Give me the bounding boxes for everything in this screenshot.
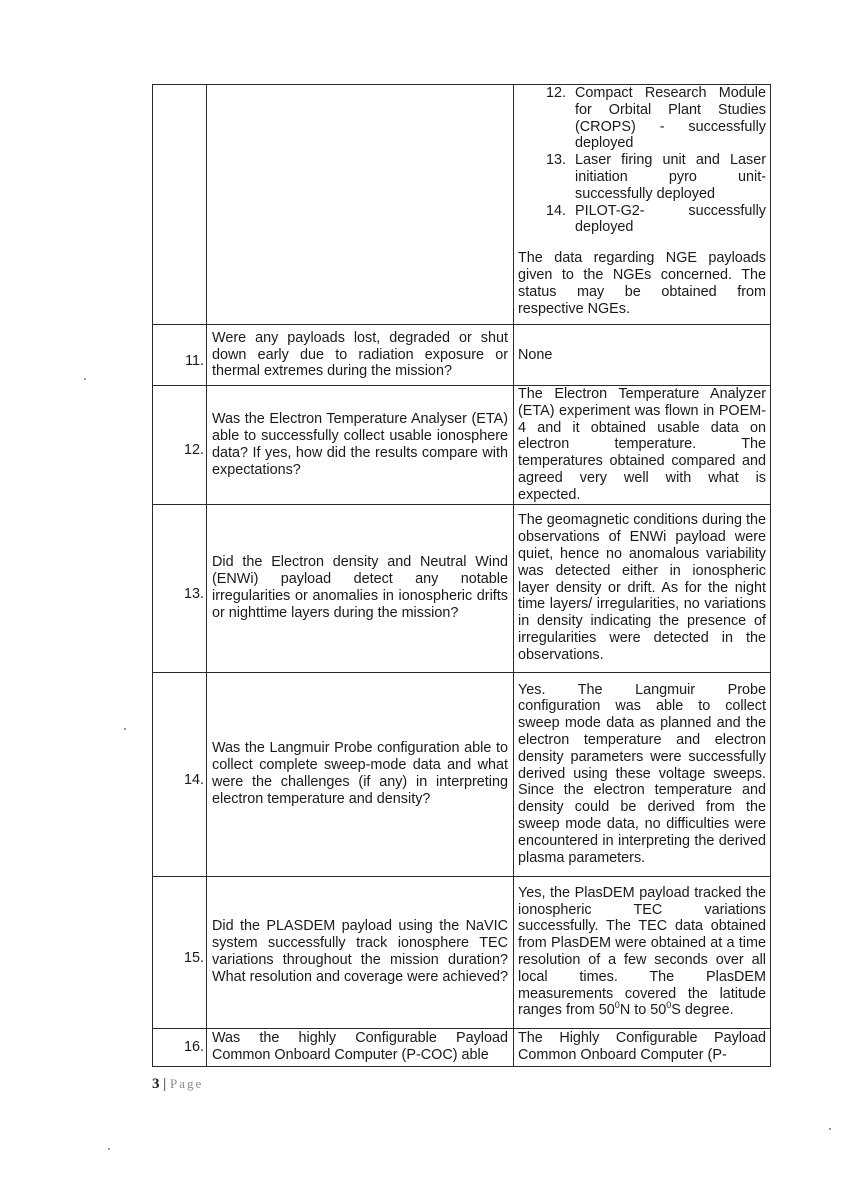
answer-cell [514, 386, 771, 505]
answer-cell [514, 672, 771, 876]
list-item [546, 152, 766, 202]
row-number: 11. [153, 325, 207, 386]
qa-table [152, 84, 771, 1067]
table-row [153, 386, 771, 505]
question-text: Was the Langmuir Probe configuration able to collect complete sweep-mode data and what were the challenges (if any) in interpreting electron temperature and density? [212, 740, 508, 807]
list-item-number: 13. [546, 152, 567, 169]
row-number: 15. [153, 876, 207, 1028]
table-row-continuation [153, 85, 771, 325]
row-number: 16. [153, 1028, 207, 1066]
question-cell [207, 386, 514, 505]
question-cell [207, 325, 514, 386]
list-item [546, 85, 766, 152]
footer-separator: | [163, 1076, 167, 1092]
continued-list [518, 85, 766, 236]
scan-speck [108, 1148, 110, 1150]
answer-cell [514, 504, 771, 672]
num-cell-empty [153, 85, 207, 325]
question-text: Was the Electron Temperature Analyser (ETA) able to successfully collect usable ionosphere data? If yes, how did the results compare with expectations? [212, 411, 508, 478]
list-item-number: 14. [546, 202, 567, 219]
question-cell [207, 504, 514, 672]
table-row [153, 504, 771, 672]
table-row [153, 1028, 771, 1066]
question-text: Did the PLASDEM payload using the NaVIC system successfully track ionosphere TEC variations throughout the mission duration? What resolution and coverage were achieved? [212, 918, 508, 985]
answer-cell [514, 325, 771, 386]
question-cell [207, 672, 514, 876]
list-item-text: Laser firing unit and Laser initiation pyro unit- successfully deployed [575, 152, 766, 202]
answer-cell [514, 1028, 771, 1066]
question-text: Were any payloads lost, degraded or shut down early due to radiation exposure or thermal extremes during the mission? [212, 329, 508, 380]
answer-text: The Electron Temperature Analyzer (ETA) experiment was flown in POEM-4 and it obtained usable data on electron temperature. The temperatures obtained compared and agreed very well with what is expected. [518, 386, 766, 503]
list-item-text: PILOT-G2- successfully deployed [575, 202, 766, 236]
table-row [153, 672, 771, 876]
answer-text: None [518, 346, 553, 363]
scan-speck [829, 1128, 831, 1130]
table-row [153, 325, 771, 386]
answer-text: The geomagnetic conditions during the observations of ENWi payload were quiet, hence no anomalous variability was detected either in ionospheric layer density or drift. As for the night time layers/ irregularities, no variations in density indicating the presence of irregularities were detected in the observations. [518, 512, 766, 663]
answer-text: Yes, the PlasDEM payload tracked the ionospheric TEC variations successfully. The TEC data obtained from PlasDEM were obtained at a time resolution of a few seconds over all local times. The PlasDEM measurements covered the latitude ranges from $50^0N$ to $50^0S$ degree. [518, 884, 766, 1019]
page-number: 3 [152, 1076, 160, 1092]
question-text: Was the highly Configurable Payload Common Onboard Computer (P-COC) able [212, 1030, 508, 1064]
row-number: 14. [153, 672, 207, 876]
list-item [546, 203, 766, 237]
answer-text: Yes. The Langmuir Probe configuration was able to collect sweep mode data as planned and the electron temperature and electron density parameters were successfully derived using these voltage sweeps. Since the electron temperature and density could be derived from the sweep mode data, no difficulties were encountered in interpreting the derived plasma parameters. [518, 681, 766, 866]
answer-text: The Highly Configurable Payload Common Onboard Computer (P- [518, 1030, 766, 1064]
page-footer [152, 1076, 203, 1093]
table-row [153, 876, 771, 1028]
answer-cell-continuation [514, 85, 771, 325]
row-number: 12. [153, 386, 207, 505]
row-number: 13. [153, 504, 207, 672]
list-item-text: Compact Research Module for Orbital Plant Studies (CROPS) - successfully deployed [575, 85, 766, 152]
nge-note: The data regarding NGE payloads given to the NGEs concerned. The status may be obtained from respective NGEs. [518, 250, 766, 317]
question-cell [207, 1028, 514, 1066]
question-text: Did the Electron density and Neutral Wind (ENWi) payload detect any notable irregularities or anomalies in ionospheric drifts or nighttime layers during the mission? [212, 554, 508, 621]
answer-cell [514, 876, 771, 1028]
scan-speck [84, 378, 86, 380]
list-item-number: 12. [546, 85, 567, 101]
question-cell-empty [207, 85, 514, 325]
scan-speck [124, 728, 126, 730]
question-cell [207, 876, 514, 1028]
page-label: Page [170, 1076, 204, 1091]
